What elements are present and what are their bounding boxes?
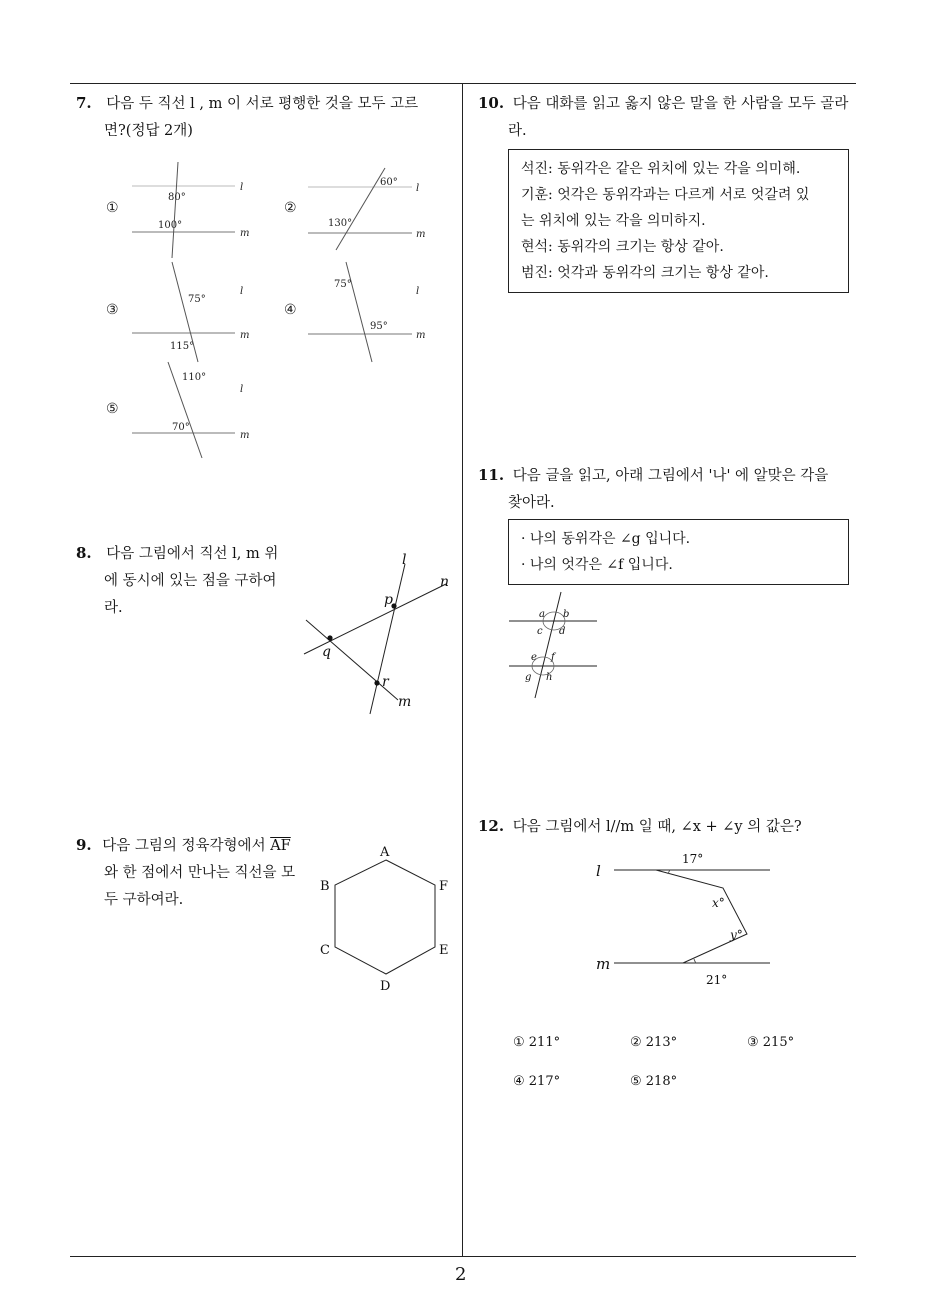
angle-label: 110° (182, 372, 207, 383)
angle-label: 130° (328, 218, 353, 229)
dialogue-box (508, 149, 849, 293)
angle-label: b (563, 609, 570, 620)
angle-label: 115° (170, 341, 195, 352)
q9-hexagon (310, 838, 460, 998)
question-12 (478, 813, 862, 841)
question-number: 11. (478, 466, 505, 484)
dialogue-line: 현석: 동위각의 크기는 항상 같아. (521, 239, 724, 255)
line-label: l (240, 286, 244, 297)
line-label: l (416, 183, 420, 194)
vertex-label: D (380, 979, 391, 994)
angle-label: g (525, 672, 532, 683)
answer-choice[interactable]: ⑤ 218° (630, 1074, 678, 1089)
angle-label: 17° (682, 852, 704, 866)
angle-label: c (537, 626, 543, 637)
angle-label: 75° (188, 294, 206, 305)
vertex-label: E (439, 943, 449, 958)
question-number: 8. (76, 544, 92, 562)
question-number: 10. (478, 94, 505, 112)
dialogue-line: 는 위치에 있는 각을 의미하지. (521, 213, 706, 229)
answer-choice[interactable]: ① 211° (513, 1035, 561, 1050)
angle-label: 70° (172, 422, 190, 433)
line-label: l (596, 862, 601, 880)
question-text: 다음 대화를 읽고 옳지 않은 말을 한 사람을 모두 골라 (512, 96, 849, 112)
question-text: 와 한 점에서 만나는 직선을 모 (104, 865, 296, 881)
line-label: m (596, 955, 611, 973)
question-text: 다음 그림의 정육각형에서 (102, 838, 271, 854)
line-label: l (416, 286, 420, 297)
hint-box (508, 519, 849, 585)
option-marker: ② (284, 200, 297, 216)
question-text: 다음 두 직선 l , m 이 서로 평행한 것을 모두 고르 (106, 96, 419, 112)
point-label: p (384, 592, 393, 608)
q11-figure (505, 590, 605, 702)
option-marker: ④ (284, 302, 297, 318)
question-text: 다음 그림에서 l//m 일 때, ∠x + ∠y 의 값은? (512, 819, 802, 835)
line-label: l (240, 384, 244, 395)
question-text: 라. (104, 600, 123, 616)
question-text: 라. (508, 123, 527, 139)
angle-label: a (539, 609, 545, 620)
angle-label: e (531, 652, 537, 663)
angle-label: 21° (706, 973, 728, 987)
question-8 (76, 540, 306, 622)
line-label: m (416, 229, 426, 240)
question-text: 에 동시에 있는 점을 구하여 (104, 573, 277, 589)
question-text: 다음 그림에서 직선 l, m 위 (106, 546, 279, 562)
line-label: n (440, 574, 450, 590)
hint-line: · 나의 동위각은 ∠g 입니다. (521, 531, 691, 547)
question-7 (76, 90, 456, 145)
bottom-rule (70, 1256, 856, 1257)
line-label: m (240, 228, 250, 239)
question-text: 다음 글을 읽고, 아래 그림에서 '나' 에 알맞은 각을 (512, 468, 829, 484)
line-label: m (240, 430, 250, 441)
dialogue-line: 기훈: 엇각은 동위각과는 다르게 서로 엇갈려 있 (521, 187, 810, 203)
q7-figures (100, 150, 440, 470)
option-marker: ① (106, 200, 119, 216)
vertex-label: B (320, 879, 330, 894)
line-label: l (402, 552, 407, 568)
q12-figure (590, 845, 790, 995)
q8-figure (298, 548, 458, 718)
question-11 (478, 462, 862, 517)
segment-af: $\overline{AF}$ (270, 838, 291, 854)
angle-label: y° (730, 928, 743, 942)
point-label: q (322, 644, 331, 660)
question-number: 12. (478, 817, 505, 835)
question-text: 두 구하여라. (104, 892, 184, 908)
question-text: 면?(정답 2개) (104, 123, 193, 139)
angle-label: x° (712, 896, 725, 910)
hint-line: · 나의 엇각은 ∠f 입니다. (521, 557, 673, 573)
vertex-label: A (380, 845, 390, 860)
line-label: m (398, 694, 412, 710)
answer-choice[interactable]: ② 213° (630, 1035, 678, 1050)
dialogue-line: 범진: 엇각과 동위각의 크기는 항상 같아. (521, 265, 769, 281)
top-rule (70, 83, 856, 84)
page-number: 2 (455, 1264, 467, 1285)
vertex-label: C (320, 943, 330, 958)
angle-label: 60° (380, 177, 398, 188)
dialogue-line: 석진: 동위각은 같은 위치에 있는 각을 의미해. (521, 161, 801, 177)
line-label: l (240, 182, 244, 193)
column-divider (462, 83, 463, 1257)
question-9 (76, 832, 308, 914)
option-marker: ⑤ (106, 401, 119, 417)
line-label: m (240, 330, 250, 341)
angle-label: h (546, 672, 553, 683)
answer-choice[interactable]: ③ 215° (747, 1035, 795, 1050)
question-number: 7. (76, 94, 92, 112)
vertex-label: F (439, 879, 449, 894)
question-number: 9. (76, 836, 92, 854)
angle-label: 95° (370, 321, 388, 332)
answer-choice[interactable]: ④ 217° (513, 1074, 561, 1089)
question-text: 찾아라. (508, 495, 555, 511)
question-10 (478, 90, 862, 145)
line-label: m (416, 330, 426, 341)
angle-label: f (551, 652, 555, 663)
angle-label: d (559, 626, 566, 637)
angle-label: 75° (334, 279, 352, 290)
option-marker: ③ (106, 302, 119, 318)
angle-label: 100° (158, 220, 183, 231)
point-label: r (382, 674, 389, 690)
angle-label: 80° (168, 192, 186, 203)
